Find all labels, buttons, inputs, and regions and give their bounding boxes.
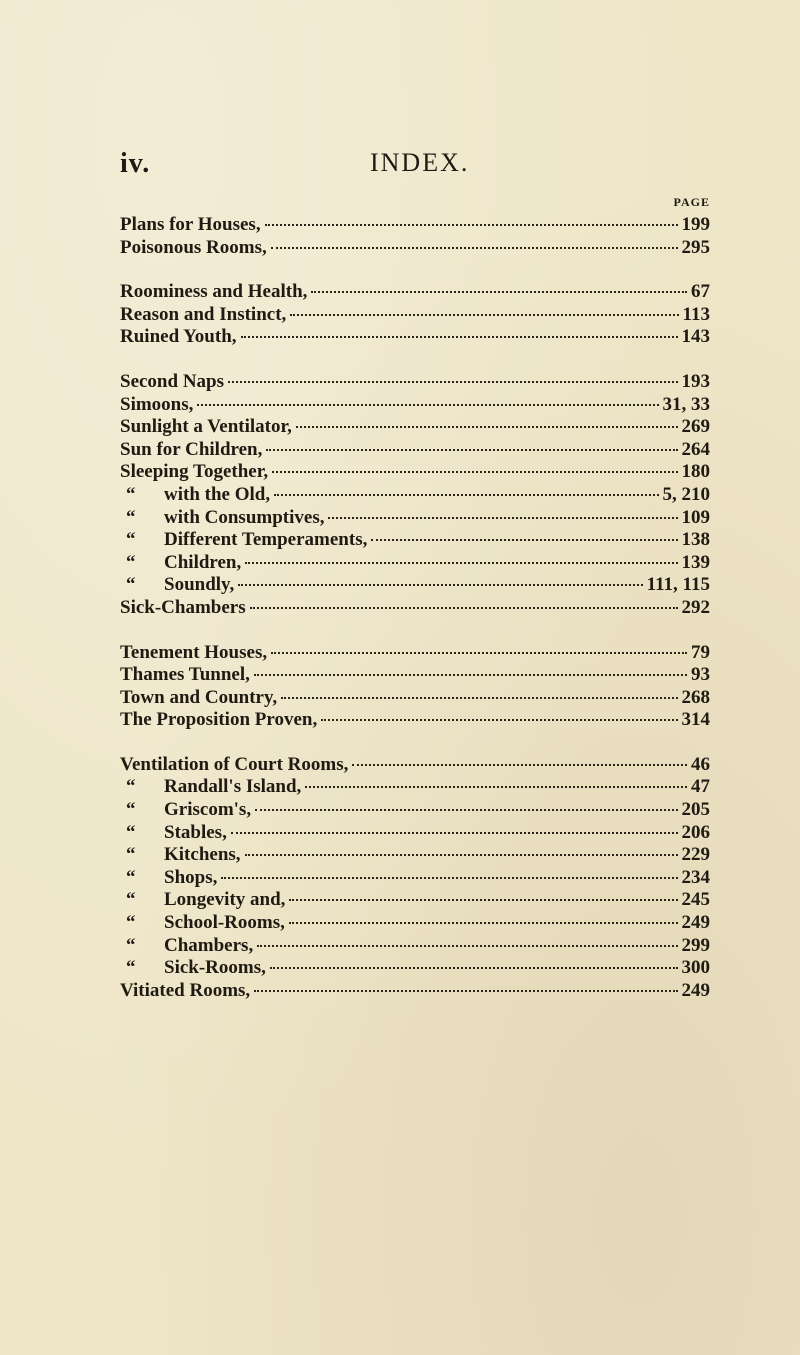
index-entry	[120, 709, 710, 732]
dot-leader	[371, 539, 677, 541]
page-reference: 268	[681, 686, 710, 708]
page-reference: 193	[681, 370, 710, 392]
index-entry	[120, 822, 710, 845]
dot-leader	[311, 291, 687, 293]
page-reference: 264	[681, 438, 710, 460]
entry-label: with the Old,	[164, 483, 271, 505]
dot-leader	[290, 314, 678, 316]
page-reference: 79	[691, 641, 710, 663]
dot-leader	[274, 494, 658, 496]
dot-leader	[254, 674, 687, 676]
dot-leader	[296, 426, 678, 428]
index-entry	[120, 844, 710, 867]
index-entry	[120, 754, 710, 777]
page-reference: 46	[691, 753, 710, 775]
dot-leader	[289, 899, 677, 901]
entry-label: Roominess and Health,	[120, 281, 308, 303]
index-entry	[120, 912, 710, 935]
page-reference: 295	[681, 236, 710, 258]
dot-leader	[241, 336, 678, 338]
entry-label: Town and Country,	[120, 686, 278, 708]
entry-label: Stables,	[164, 821, 227, 843]
index-entry	[120, 776, 710, 799]
dot-leader	[289, 922, 678, 924]
entry-label: Shops,	[164, 866, 218, 888]
page-reference: 229	[681, 844, 710, 866]
page-reference: 5, 210	[662, 483, 710, 505]
page-reference: 113	[682, 303, 710, 325]
dot-leader	[321, 719, 677, 721]
index-entry	[120, 687, 710, 710]
entry-label: Sick-Rooms,	[164, 957, 266, 979]
page-reference: 109	[681, 506, 710, 528]
ditto-mark: “	[126, 821, 136, 843]
page-reference: 314	[681, 709, 710, 731]
page-reference: 138	[681, 529, 710, 551]
page-reference: 292	[681, 596, 710, 618]
index-entry	[120, 304, 710, 327]
entry-label: Griscom's,	[164, 799, 252, 821]
dot-leader	[328, 517, 677, 519]
dot-leader	[265, 224, 678, 226]
entry-label: Different Temperaments,	[164, 529, 368, 551]
page-number: iv.	[120, 148, 151, 179]
entry-label: Ruined Youth,	[120, 326, 237, 348]
ditto-mark: “	[126, 844, 136, 866]
page-reference: 205	[681, 799, 710, 821]
entry-label: Thames Tunnel,	[120, 664, 250, 686]
ditto-mark: “	[126, 889, 136, 911]
page-reference: 269	[681, 416, 710, 438]
dot-leader	[271, 247, 678, 249]
entry-label: Simoons,	[120, 393, 194, 415]
index-entry	[120, 799, 710, 822]
entry-label: Randall's Island,	[164, 776, 302, 798]
dot-leader	[255, 809, 677, 811]
page-reference: 47	[691, 776, 710, 798]
ditto-mark: “	[126, 506, 136, 528]
index-entry	[120, 980, 710, 1003]
entry-label: Kitchens,	[164, 844, 241, 866]
dot-leader	[254, 990, 677, 992]
page-reference: 245	[681, 889, 710, 911]
page-reference: 206	[681, 821, 710, 843]
index-entry	[120, 461, 710, 484]
ditto-mark: “	[126, 957, 136, 979]
index-entry	[120, 552, 710, 575]
ditto-mark: “	[126, 866, 136, 888]
entry-label: Tenement Houses,	[120, 641, 268, 663]
dot-leader	[352, 764, 687, 766]
ditto-mark: “	[126, 574, 136, 596]
entry-label: Plans for Houses,	[120, 214, 261, 235]
page-reference: 111, 115	[646, 574, 710, 596]
page-reference: 31, 33	[662, 393, 710, 415]
dot-leader	[270, 967, 678, 969]
index-entry	[120, 597, 710, 620]
ditto-mark: “	[126, 529, 136, 551]
dot-leader	[238, 584, 642, 586]
entry-label: Sick-Chambers	[120, 596, 246, 618]
dot-leader	[250, 607, 678, 609]
index-entry	[120, 237, 710, 260]
index-entry	[120, 439, 710, 462]
index-entry	[120, 394, 710, 417]
ditto-mark: “	[126, 912, 136, 934]
dot-leader	[221, 877, 677, 879]
group-gap	[120, 620, 710, 642]
page-reference: 93	[691, 664, 710, 686]
page-reference: 234	[681, 866, 710, 888]
index-entry	[120, 416, 710, 439]
index-entry	[120, 281, 710, 304]
page-reference: 249	[681, 912, 710, 934]
page-column-label: PAGE	[673, 195, 710, 209]
entry-label: The Proposition Proven,	[120, 709, 318, 731]
index-entry	[120, 935, 710, 958]
entry-label: Soundly,	[164, 574, 235, 596]
index-entry	[120, 529, 710, 552]
index-entry	[120, 507, 710, 530]
dot-leader	[305, 786, 687, 788]
entry-label: Sun for Children,	[120, 438, 263, 460]
ditto-mark: “	[126, 551, 136, 573]
entry-label: Second Naps	[120, 370, 224, 392]
page-reference: 139	[681, 551, 710, 573]
dot-leader	[272, 471, 677, 473]
page-reference: 143	[681, 326, 710, 348]
dot-leader	[231, 832, 678, 834]
group-gap	[120, 259, 710, 281]
dot-leader	[245, 854, 678, 856]
group-gap	[120, 732, 710, 754]
ditto-mark: “	[126, 776, 136, 798]
dot-leader	[197, 404, 658, 406]
page-header	[120, 148, 660, 188]
entry-label: Vitiated Rooms,	[120, 979, 251, 1001]
page-reference: 199	[681, 214, 710, 235]
running-head: INDEX.	[370, 148, 470, 177]
entry-label: Chambers,	[164, 934, 254, 956]
entry-label: Longevity and,	[164, 889, 286, 911]
index-entry	[120, 574, 710, 597]
ditto-mark: “	[126, 483, 136, 505]
entry-label: Sleeping Together,	[120, 461, 269, 483]
ditto-mark: “	[126, 799, 136, 821]
dot-leader	[245, 562, 677, 564]
dot-leader	[281, 697, 677, 699]
page-reference: 67	[691, 281, 710, 303]
index-entry	[120, 371, 710, 394]
page-reference: 300	[681, 957, 710, 979]
index-entry	[120, 867, 710, 890]
group-gap	[120, 349, 710, 371]
page-reference: 180	[681, 461, 710, 483]
page-reference: 249	[681, 979, 710, 1001]
index-entry	[120, 664, 710, 687]
entry-label: School-Rooms,	[164, 912, 285, 934]
entry-label: Poisonous Rooms,	[120, 236, 267, 258]
dot-leader	[228, 381, 678, 383]
index-entries	[120, 214, 710, 1002]
index-entry	[120, 326, 710, 349]
index-entry	[120, 642, 710, 665]
index-entry	[120, 889, 710, 912]
entry-label: with Consumptives,	[164, 506, 325, 528]
page-reference: 299	[681, 934, 710, 956]
dot-leader	[257, 945, 677, 947]
entry-label: Sunlight a Ventilator,	[120, 416, 292, 438]
entry-label: Ventilation of Court Rooms,	[120, 753, 349, 775]
index-entry	[120, 484, 710, 507]
index-entry	[120, 957, 710, 980]
entry-label: Children,	[164, 551, 242, 573]
ditto-mark: “	[126, 934, 136, 956]
index-entry	[120, 214, 710, 237]
dot-leader	[271, 652, 687, 654]
entry-label: Reason and Instinct,	[120, 303, 287, 325]
dot-leader	[266, 449, 677, 451]
